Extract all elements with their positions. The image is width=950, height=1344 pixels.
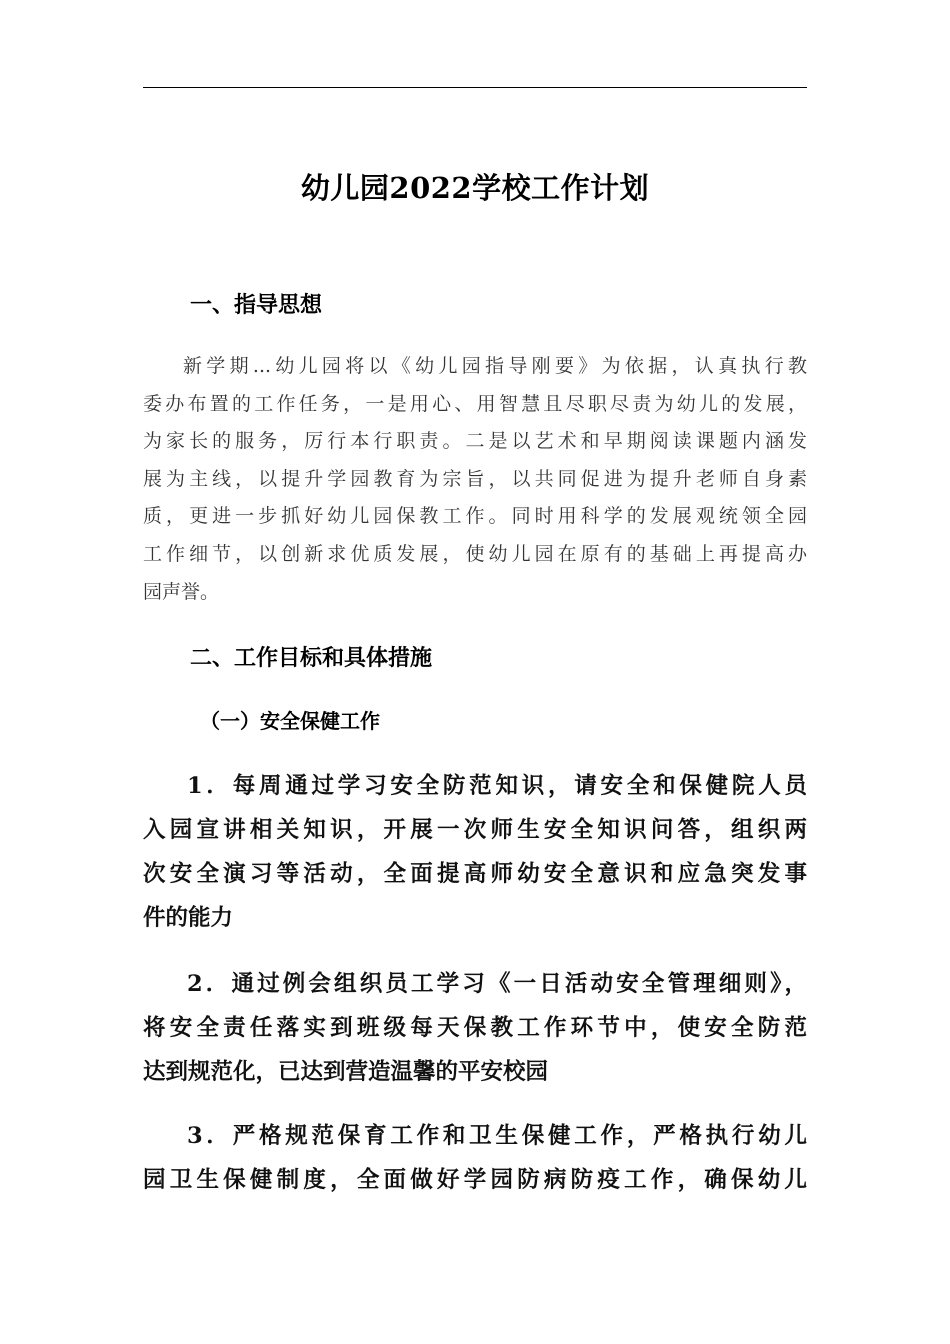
paragraph-line: 工作细节，以创新求优质发展，使幼儿园在原有的基础上再提高办 <box>143 542 807 565</box>
paragraph-line: 为家长的服务，厉行本行职责。二是以艺术和早期阅读课题内涵发 <box>143 430 807 453</box>
paragraph-line: 2．通过例会组织员工学习《一日活动安全管理细则》， <box>187 971 807 997</box>
paragraph-line: 委办布置的工作任务，一是用心、用智慧且尽职尽责为幼儿的发展， <box>143 392 807 415</box>
subsection-heading-safety-health: （一）安全保健工作 <box>200 709 380 733</box>
paragraph-line: 入园宣讲相关知识，开展一次师生安全知识问答，组织两 <box>143 817 807 843</box>
paragraph-line: 件的能力 <box>143 905 234 931</box>
paragraph-line: 园卫生保健制度，全面做好学园防病防疫工作，确保幼儿 <box>143 1167 807 1193</box>
paragraph-line: 展为主线，以提升学园教育为宗旨，以共同促进为提升老师自身素 <box>143 467 807 490</box>
header-rule <box>143 87 807 88</box>
paragraph-line: 新学期...幼儿园将以《幼儿园指导刚要》为依据，认真执行教 <box>183 355 807 377</box>
paragraph-line: 达到规范化，已达到营造温馨的平安校园 <box>143 1059 549 1085</box>
document-title: 幼儿园2022学校工作计划 <box>300 171 650 205</box>
paragraph-line: 将安全责任落实到班级每天保教工作环节中，使安全防范 <box>143 1015 807 1041</box>
section-heading-guiding-ideology: 一、指导思想 <box>190 292 323 318</box>
section-paragraph-guiding-ideology <box>143 348 807 611</box>
list-item-2 <box>143 962 807 1094</box>
paragraph-line: 1．每周通过学习安全防范知识，请安全和保健院人员 <box>187 773 807 799</box>
paragraph-line: 园声誉。 <box>143 580 220 603</box>
paragraph-line: 3．严格规范保育工作和卫生保健工作，严格执行幼儿 <box>187 1123 807 1149</box>
list-item-1 <box>143 764 807 940</box>
paragraph-line: 质，更进一步抓好幼儿园保教工作。同时用科学的发展观统领全园 <box>143 505 807 528</box>
list-item-3 <box>143 1114 807 1202</box>
paragraph-line: 次安全演习等活动，全面提高师幼安全意识和应急突发事 <box>143 861 807 887</box>
section-heading-goals-measures: 二、工作目标和具体措施 <box>190 645 433 671</box>
